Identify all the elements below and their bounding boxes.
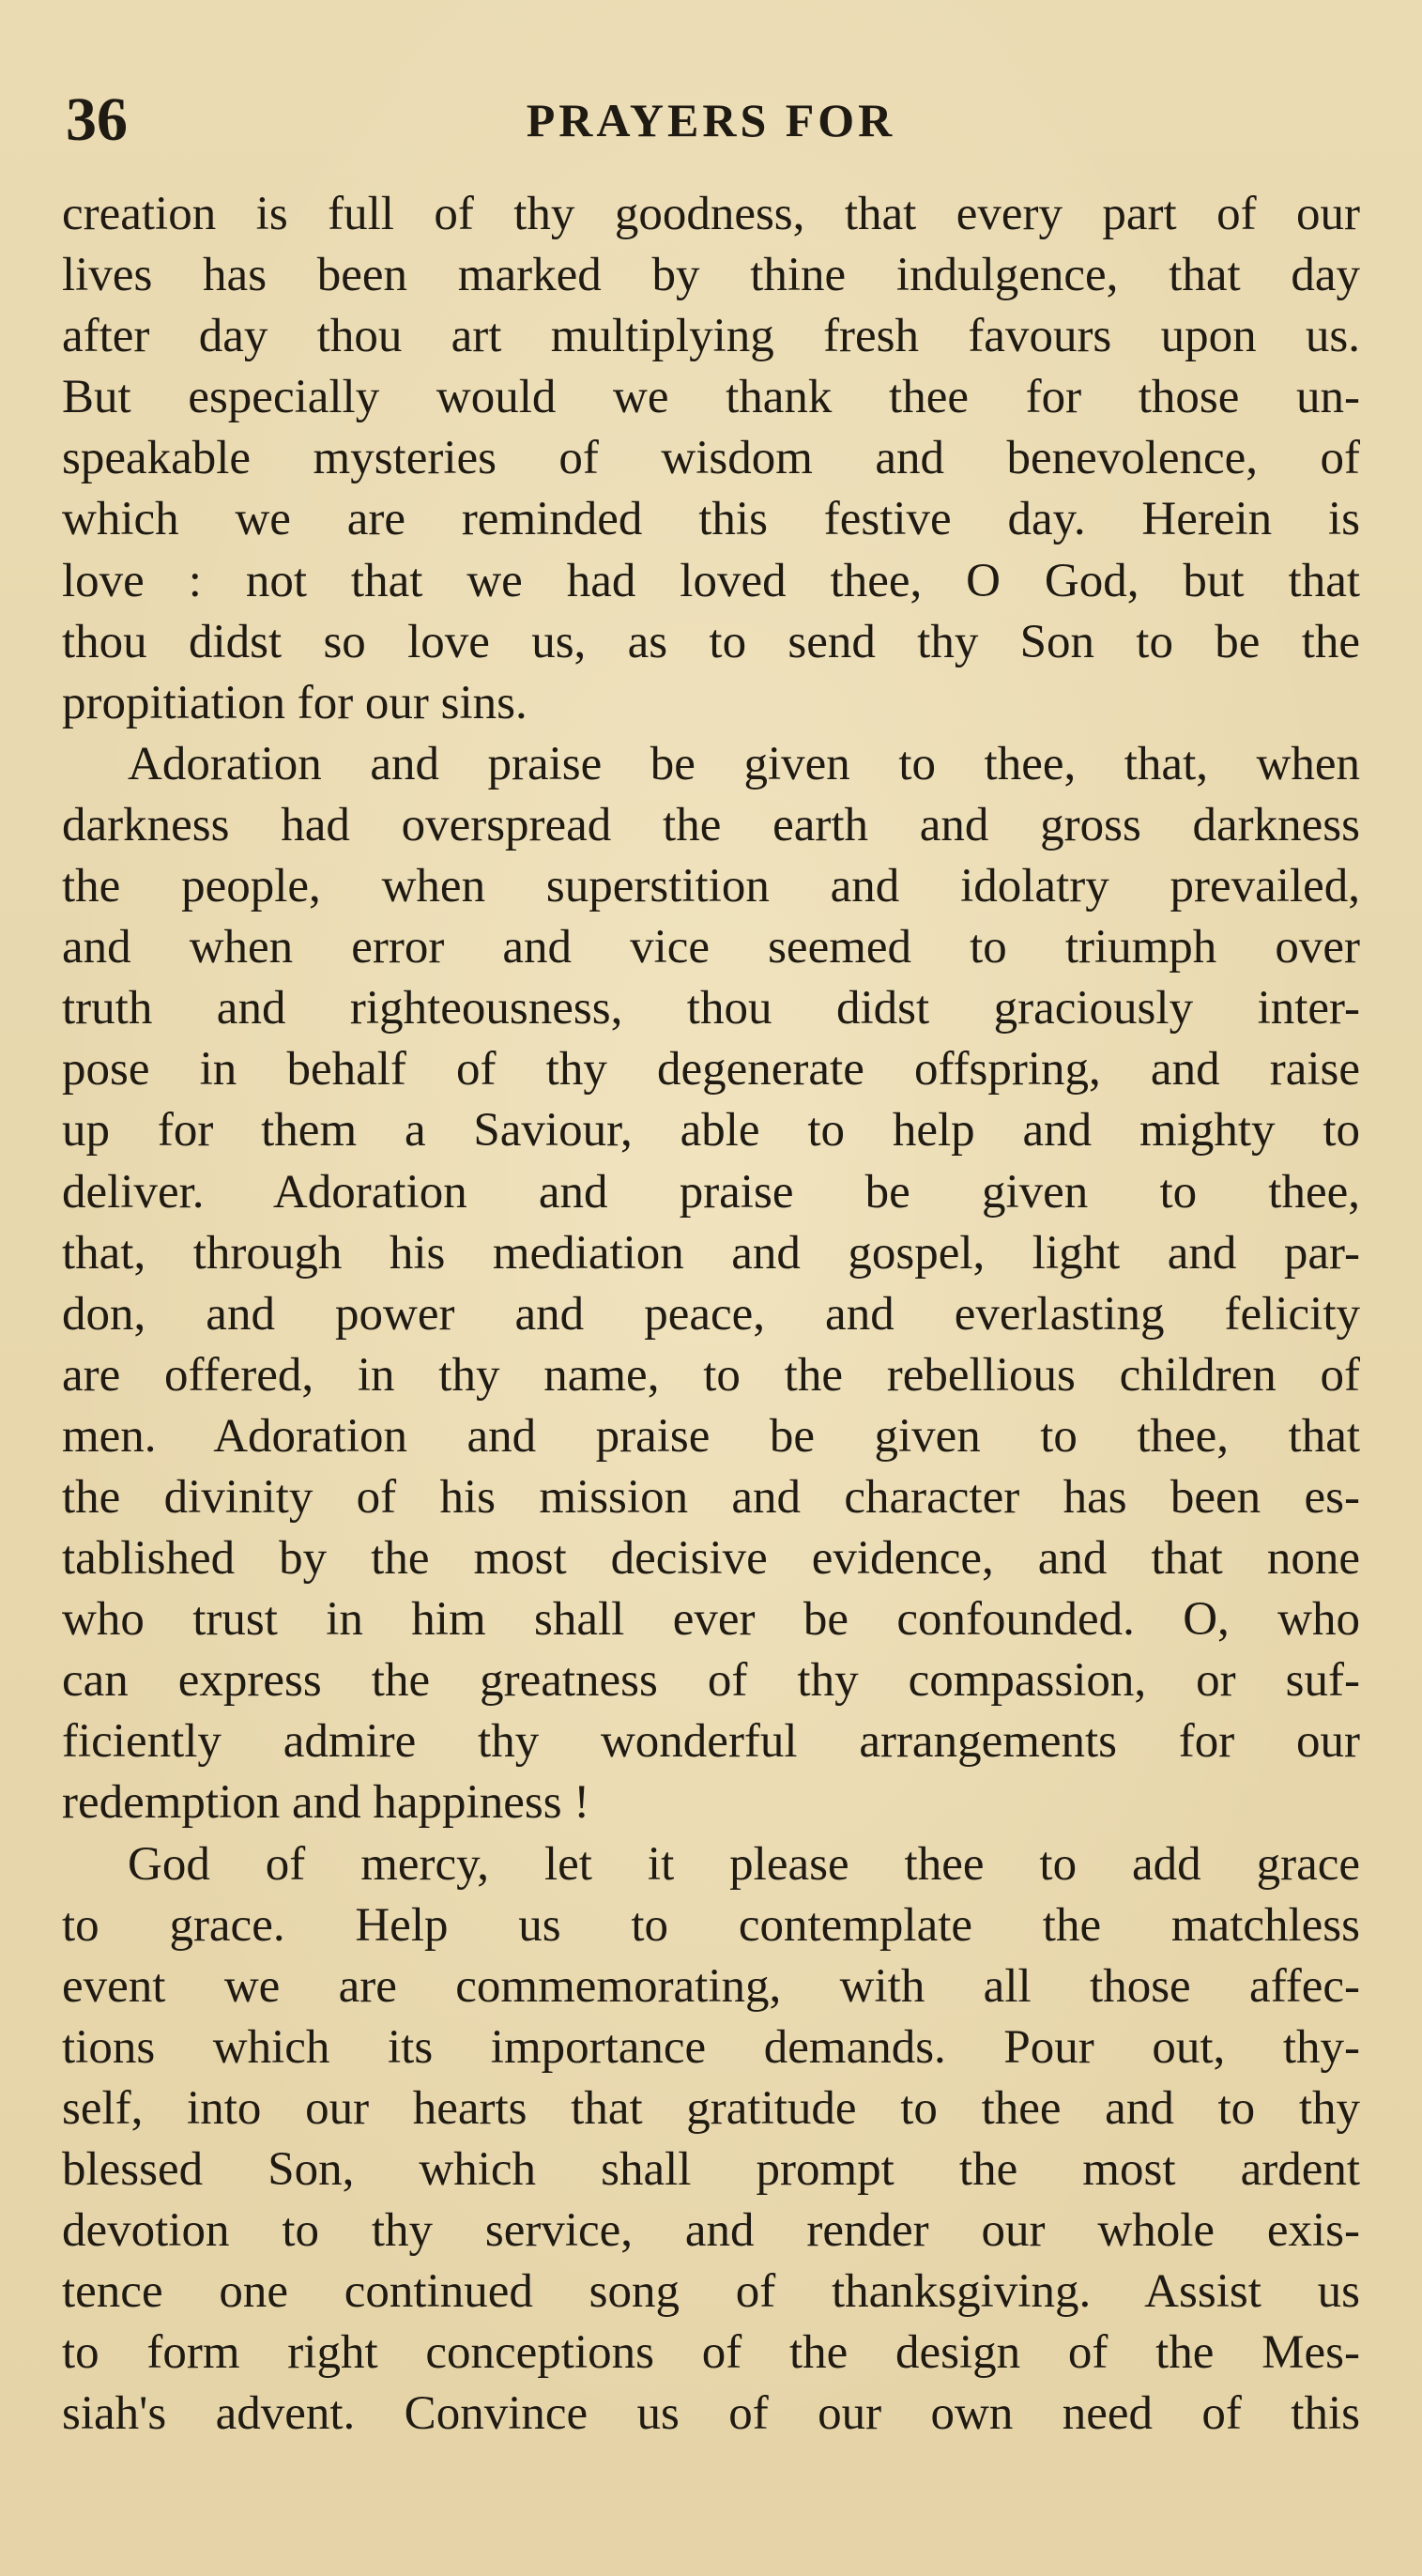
text-line: propitiation for our sins.	[62, 676, 528, 729]
text-line: and when error and vice seemed to triumph over	[62, 921, 1360, 974]
text-line: devotion to thy service, and render our whole exis-	[62, 2204, 1360, 2258]
text-line: men. Adoration and praise be given to thee, that	[62, 1409, 1360, 1463]
text-line: to form right conceptions of the design of the Mes-	[62, 2326, 1360, 2380]
text-line: that, through his mediation and gospel, light and par-	[62, 1226, 1360, 1280]
body-text	[62, 184, 1360, 2445]
text-line: love : not that we had loved thee, O God, but that	[62, 554, 1360, 607]
text-line: pose in behalf of thy degenerate offspring, and raise	[62, 1043, 1360, 1096]
page-header	[62, 83, 1360, 158]
text-line: the divinity of his mission and character has been es-	[62, 1470, 1360, 1524]
text-line: to grace. Help us to contemplate the matchless	[62, 1898, 1360, 1952]
text-line: event we are commemorating, with all those affec-	[62, 1959, 1360, 2013]
text-line: can express the greatness of thy compassion, or suf-	[62, 1654, 1360, 1708]
text-line: after day thou art multiplying fresh favours upon us.	[62, 310, 1360, 363]
page-number: 36	[66, 85, 128, 154]
text-line: blessed Son, which shall prompt the most ardent	[62, 2143, 1360, 2196]
text-line: lives has been marked by thine indulgence, that day	[62, 249, 1360, 302]
text-line: are offered, in thy name, to the rebellious children of	[62, 1348, 1360, 1402]
text-line: siah's advent. Convince us of our own need of this	[62, 2387, 1360, 2441]
text-line: redemption and happiness !	[62, 1776, 590, 1830]
text-line: tence one continued song of thanksgiving. Assist us	[62, 2265, 1360, 2319]
text-line: up for them a Saviour, able to help and mighty to	[62, 1104, 1360, 1158]
paragraph-start-line: Adoration and praise be given to thee, that, when	[128, 737, 1360, 790]
text-line: don, and power and peace, and everlasting felicity	[62, 1287, 1360, 1341]
text-line: ficiently admire thy wonderful arrangements for our	[62, 1715, 1360, 1769]
text-line: creation is full of thy goodness, that every part of our	[62, 188, 1360, 240]
text-line: self, into our hearts that gratitude to thee and to thy	[62, 2081, 1360, 2135]
text-line: tions which its importance demands. Pour out, thy-	[62, 2020, 1360, 2074]
running-head: PRAYERS FOR	[526, 94, 896, 146]
text-line: truth and righteousness, thou didst graciously inter-	[62, 982, 1360, 1035]
text-line: deliver. Adoration and praise be given to thee,	[62, 1165, 1360, 1219]
text-line: But especially would we thank thee for those un-	[62, 371, 1360, 424]
text-line: tablished by the most decisive evidence, and that none	[62, 1532, 1360, 1586]
paragraph-start-line: God of mercy, let it please thee to add grace	[128, 1837, 1360, 1891]
text-line: thou didst so love us, as to send thy Son to be the	[62, 615, 1360, 668]
text-line: the people, when superstition and idolatry prevailed,	[62, 860, 1360, 913]
text-line: darkness had overspread the earth and gross darkness	[62, 798, 1360, 851]
text-line: who trust in him shall ever be confounded. O, who	[62, 1593, 1360, 1647]
text-line: which we are reminded this festive day. Herein is	[62, 493, 1360, 546]
text-line: speakable mysteries of wisdom and benevolence, of	[62, 432, 1360, 485]
